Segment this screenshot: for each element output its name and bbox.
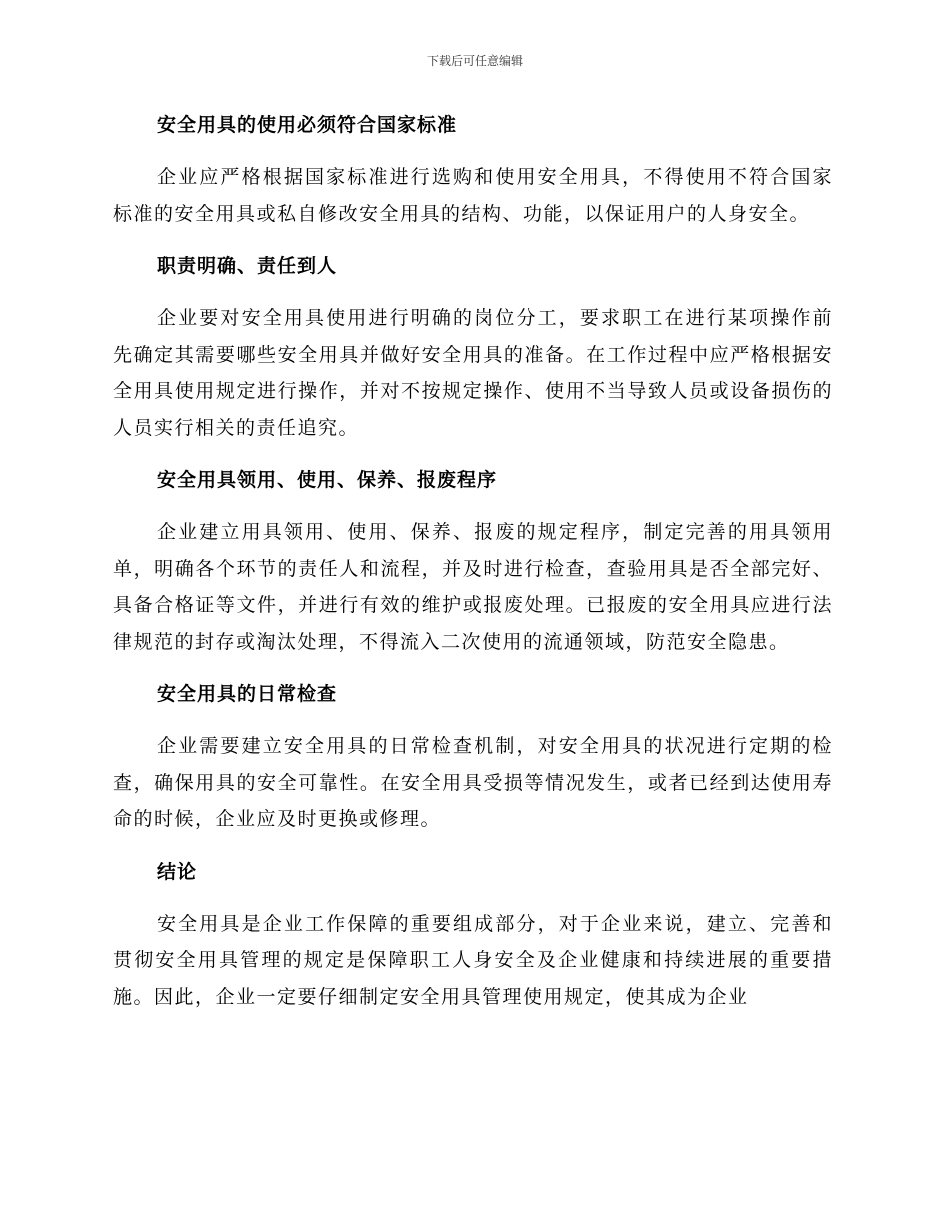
section-paragraph-responsibility: 企业要对安全用具使用进行明确的岗位分工，要求职工在进行某项操作前先确定其需要哪些安全用具并做好安全用具的准备。在工作过程中应严格根据安全用具使用规定进行操作，并对不按规定操作、使用不当导致人员或设备损伤的人员实行相关的责任追究。 bbox=[113, 307, 833, 439]
section-paragraph-daily-inspection: 企业需要建立安全用具的日常检查机制，对安全用具的状况进行定期的检查，确保用具的安全可靠性。在安全用具受损等情况发生，或者已经到达使用寿命的时候，企业应及时更换或修理。 bbox=[113, 735, 833, 830]
section-heading-national-standard: 安全用具的使用必须符合国家标准 bbox=[157, 114, 458, 136]
section-heading-procedure: 安全用具领用、使用、保养、报废程序 bbox=[157, 469, 498, 491]
page-header: 下载后可任意编辑 bbox=[426, 54, 523, 68]
section-heading-conclusion: 结论 bbox=[157, 860, 198, 883]
section-paragraph-conclusion: 安全用具是企业工作保障的重要组成部分，对于企业来说，建立、完善和贯彻安全用具管理的规定是保障职工人身安全及企业健康和持续进展的重要措施。因此，企业一定要仔细制定安全用具管理使用规定，使其成为企业 bbox=[113, 912, 833, 1008]
section-heading-responsibility: 职责明确、责任到人 bbox=[157, 255, 338, 277]
section-paragraph-procedure: 企业建立用具领用、使用、保养、报废的规定程序，制定完善的用具领用单，明确各个环节的责任人和流程，并及时进行检查，查验用具是否全部完好、具备合格证等文件，并进行有效的维护或报废处理。已报废的安全用具应进行法律规范的封存或淘汰处理，不得流入二次使用的流通领域，防范安全隐患。 bbox=[113, 521, 833, 653]
section-heading-daily-inspection: 安全用具的日常检查 bbox=[157, 683, 338, 705]
section-paragraph-national-standard: 企业应严格根据国家标准进行选购和使用安全用具，不得使用不符合国家标准的安全用具或私自修改安全用具的结构、功能，以保证用户的人身安全。 bbox=[113, 166, 833, 225]
document-body bbox=[113, 107, 833, 1015]
